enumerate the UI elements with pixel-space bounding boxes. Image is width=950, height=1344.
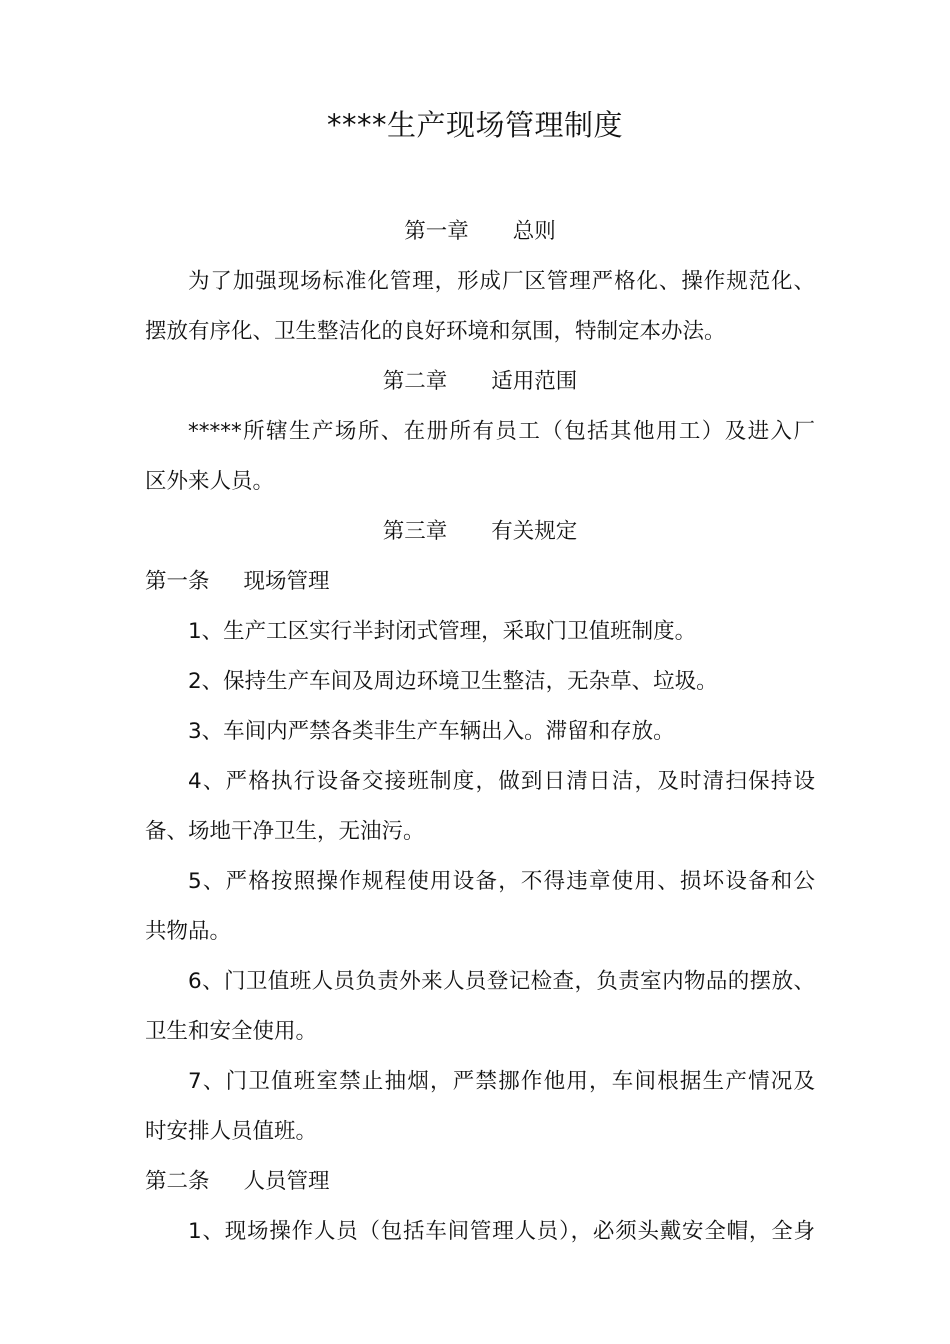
list-item: 6、门卫值班人员负责外来人员登记检查，负责室内物品的摆放、: [188, 969, 815, 994]
list-item: 3、车间内严禁各类非生产车辆出入。滞留和存放。: [188, 719, 675, 744]
list-item-continuation: 时安排人员值班。: [145, 1119, 318, 1144]
paragraph-line: 为了加强现场标准化管理，形成厂区管理严格化、操作规范化、: [188, 269, 815, 294]
article-name: 人员管理: [243, 1169, 330, 1194]
document-body: [145, 207, 815, 1257]
document-title: ****生产现场管理制度: [326, 108, 623, 142]
list-item: 7、门卫值班室禁止抽烟，严禁挪作他用，车间根据生产情况及: [188, 1069, 815, 1094]
list-item-continuation: 共物品。: [145, 919, 232, 944]
chapter-name: 有关规定: [491, 519, 578, 544]
article-name: 现场管理: [243, 569, 330, 594]
chapter-name: 适用范围: [491, 369, 578, 394]
chapter-name: 总则: [512, 219, 556, 244]
chapter-heading: [145, 207, 815, 257]
list-item: 1、生产工区实行半封闭式管理，采取门卫值班制度。: [188, 619, 697, 644]
article-heading: [145, 557, 815, 607]
paragraph-line: 区外来人员。: [145, 469, 275, 494]
paragraph-line: 摆放有序化、卫生整洁化的良好环境和氛围，特制定本办法。: [145, 319, 726, 344]
article-heading: [145, 1157, 815, 1207]
article-number: 第二条: [145, 1169, 210, 1194]
chapter-heading: [145, 507, 815, 557]
chapter-heading: [145, 357, 815, 407]
list-item: 1、现场操作人员（包括车间管理人员），必须头戴安全帽，全身: [188, 1219, 815, 1244]
list-item-continuation: 卫生和安全使用。: [145, 1019, 318, 1044]
list-item: 2、保持生产车间及周边环境卫生整洁，无杂草、垃圾。: [188, 669, 718, 694]
chapter-number: 第一章: [404, 219, 469, 244]
list-item: 5、严格按照操作规程使用设备，不得违章使用、损坏设备和公: [188, 869, 815, 894]
list-item: 4、严格执行设备交接班制度，做到日清日洁，及时清扫保持设: [188, 769, 815, 794]
paragraph-line: *****所辖生产场所、在册所有员工（包括其他用工）及进入厂: [188, 419, 815, 444]
chapter-number: 第二章: [382, 369, 448, 394]
chapter-number: 第三章: [382, 519, 448, 544]
list-item-continuation: 备、场地干净卫生，无油污。: [145, 819, 425, 844]
article-number: 第一条: [145, 569, 210, 594]
